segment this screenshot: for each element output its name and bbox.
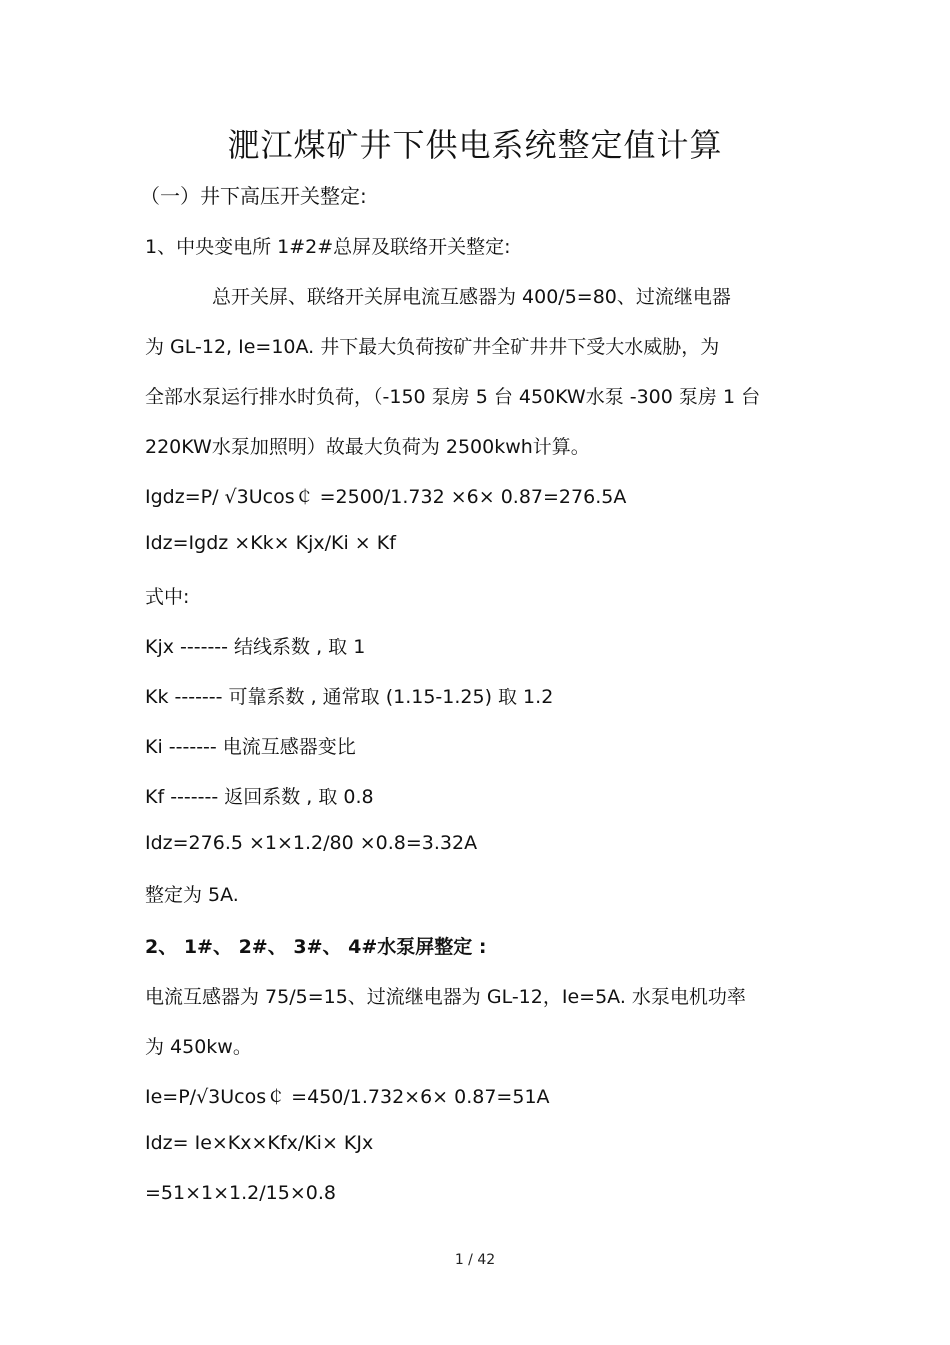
- paragraph1-line1: 总开关屏、联络开关屏电流互感器为 400/5=80、过流继电器: [212, 286, 731, 308]
- equation-idz-pump-calc: =51×1×1.2/15×0.8: [145, 1182, 336, 1204]
- paragraph1-line2: 为 GL-12, Ie=10A. 井下最大负荷按矿井全矿井井下受大水威胁，为: [145, 336, 720, 358]
- page-indicator: 1 / 42: [454, 1252, 496, 1268]
- document-title: 淝江煤矿井下供电系统整定值计算: [227, 126, 723, 164]
- equation-idz-result: Idz=276.5 ×1×1.2/80 ×0.8=3.32A: [145, 832, 478, 854]
- item2-heading: 2、 1#、 2#、 3#、 4#水泵屏整定 :: [145, 936, 487, 958]
- paragraph1-line3: 全部水泵运行排水时负荷，（-150 泵房 5 台 450KW水泵 -300 泵房 1 台: [145, 386, 761, 408]
- definition-ki: Ki ------- 电流互感器变比: [145, 736, 356, 758]
- equation-idz-pump: Idz= Ie×Kx×Kfx/Ki× KJx: [145, 1132, 374, 1154]
- definition-kk: Kk ------- 可靠系数 , 通常取 (1.15-1.25) 取 1.2: [145, 686, 554, 708]
- equation-ie: Ie=P/√3Ucos￠ =450/1.732×6× 0.87=51A: [145, 1086, 550, 1108]
- paragraph1-line4: 220KW水泵加照明）故最大负荷为 2500kwh计算。: [145, 436, 590, 458]
- equation-idz-formula: Idz=Igdz ×Kk× Kjx/Ki × Kf: [145, 532, 396, 554]
- section-heading: （一）井下高压开关整定:: [140, 184, 367, 208]
- item1-heading: 1、中央变电所 1#2#总屏及联络开关整定:: [145, 236, 511, 258]
- definition-kjx: Kjx ------- 结线系数 , 取 1: [145, 636, 366, 658]
- paragraph2-line1: 电流互感器为 75/5=15、过流继电器为 GL-12，Ie=5A. 水泵电机功率: [145, 986, 746, 1008]
- definition-kf: Kf ------- 返回系数 , 取 0.8: [145, 786, 374, 808]
- where-label: 式中:: [145, 586, 190, 608]
- setting-value: 整定为 5A.: [145, 884, 239, 906]
- paragraph2-line2: 为 450kw。: [145, 1036, 252, 1058]
- equation-igdz: Igdz=P/ √3Ucos￠ =2500/1.732 ×6× 0.87=276.5A: [145, 486, 627, 508]
